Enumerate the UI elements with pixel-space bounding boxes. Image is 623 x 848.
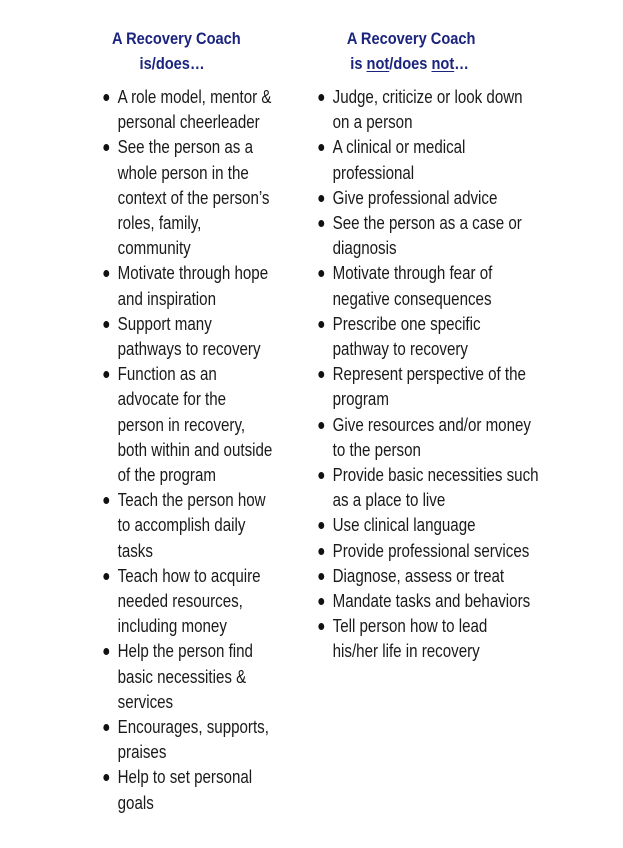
list-item [315, 564, 539, 589]
list-item [100, 564, 272, 640]
is-not-does-not-list [315, 85, 581, 665]
list-item [100, 362, 272, 488]
list-item [315, 539, 539, 564]
list-item [315, 85, 539, 135]
list-item [315, 413, 539, 463]
list-item-text: Give resources and/or money to the person [332, 414, 531, 460]
bullet-icon [318, 321, 324, 328]
list-item-text: Provide professional services [332, 540, 530, 561]
list-item [100, 488, 272, 564]
list-item [315, 186, 539, 211]
list-item [315, 261, 539, 311]
list-item [315, 463, 539, 513]
bullet-icon [318, 573, 324, 580]
bullet-icon [103, 648, 109, 655]
list-item-text: Teach the person how to accomplish daily tasks [117, 490, 266, 561]
list-item-text: Encourages, supports, praises [117, 717, 269, 763]
list-item-text: Tell person how to lead his/her life in recovery [332, 616, 488, 662]
heading-is-text: is [350, 54, 367, 73]
is-does-heading-subtitle: is/does… [139, 54, 205, 73]
list-item-text: Motivate through hope and inspiration [117, 263, 269, 309]
list-item [100, 261, 272, 311]
list-item-text: A role model, mentor & personal cheerleader [117, 87, 272, 133]
heading-not-emphasis-1: not [366, 54, 390, 73]
bullet-icon [318, 195, 324, 202]
is-not-does-not-heading [315, 26, 521, 76]
bullet-icon [103, 270, 109, 277]
bullet-icon [318, 522, 324, 529]
list-item [315, 135, 539, 185]
bullet-icon [318, 94, 324, 101]
bullet-icon [318, 371, 324, 378]
bullet-icon [318, 548, 324, 555]
bullet-icon [318, 144, 324, 151]
is-not-heading-title: A Recovery Coach [346, 29, 476, 48]
list-item-text: Judge, criticize or look down on a person [332, 87, 523, 133]
list-item-text: Teach how to acquire needed resources, including money [117, 565, 261, 637]
is-does-list [100, 85, 305, 816]
list-item-text: Use clinical language [332, 515, 476, 536]
list-item-text: Diagnose, assess or treat [332, 565, 505, 586]
is-not-heading-subtitle [350, 51, 521, 76]
bullet-icon [318, 472, 324, 479]
bullet-icon [103, 774, 109, 781]
bullet-icon [103, 371, 109, 378]
list-item-text: See the person as a case or diagnosis [332, 213, 522, 259]
list-item [315, 211, 539, 261]
is-does-heading-title: A Recovery Coach [112, 29, 241, 48]
is-not-does-not-column [315, 26, 555, 662]
list-item-text: Help to set personal goals [117, 767, 253, 813]
bullet-icon [318, 220, 324, 227]
list-item [100, 639, 272, 715]
list-item [100, 85, 272, 135]
list-item-text: Function as an advocate for the person in recovery, both within and outside of the program [117, 364, 273, 486]
list-item [315, 312, 539, 362]
list-item-text: Support many pathways to recovery [117, 313, 261, 360]
bullet-icon [318, 270, 324, 277]
list-item-text: Represent perspective of the program [332, 364, 526, 410]
list-item-text: Give professional advice [332, 187, 498, 208]
list-item-text: Mandate tasks and behaviors [332, 591, 531, 612]
bullet-icon [103, 573, 109, 580]
list-item [100, 715, 272, 765]
list-item-text: Motivate through fear of negative consequences [332, 263, 493, 309]
bullet-icon [103, 144, 109, 151]
list-item-text: Prescribe one specific pathway to recovery [332, 313, 481, 360]
bullet-icon [103, 94, 109, 101]
list-item [100, 312, 272, 362]
list-item-text: Help the person find basic necessities & services [117, 641, 253, 712]
list-item [315, 362, 539, 412]
bullet-icon [318, 623, 324, 630]
bullet-icon [318, 422, 324, 429]
heading-does-text: /does [389, 54, 432, 73]
list-item [315, 614, 539, 664]
bullet-icon [103, 724, 109, 731]
list-item-text: See the person as a whole person in the context of the person’s roles, family, community [117, 137, 270, 259]
bullet-icon [103, 321, 109, 328]
list-item [100, 765, 272, 815]
list-item-text: Provide basic necessities such as a place to live [332, 465, 539, 511]
heading-ellipsis: … [454, 54, 469, 73]
list-item [315, 513, 539, 538]
bullet-icon [318, 598, 324, 605]
list-item [100, 135, 272, 261]
list-item-text: A clinical or medical professional [332, 137, 466, 183]
is-does-heading [100, 26, 272, 76]
bullet-icon [103, 497, 109, 504]
heading-not-emphasis-2: not [431, 54, 455, 73]
is-does-column [100, 26, 300, 813]
list-item [315, 589, 539, 614]
